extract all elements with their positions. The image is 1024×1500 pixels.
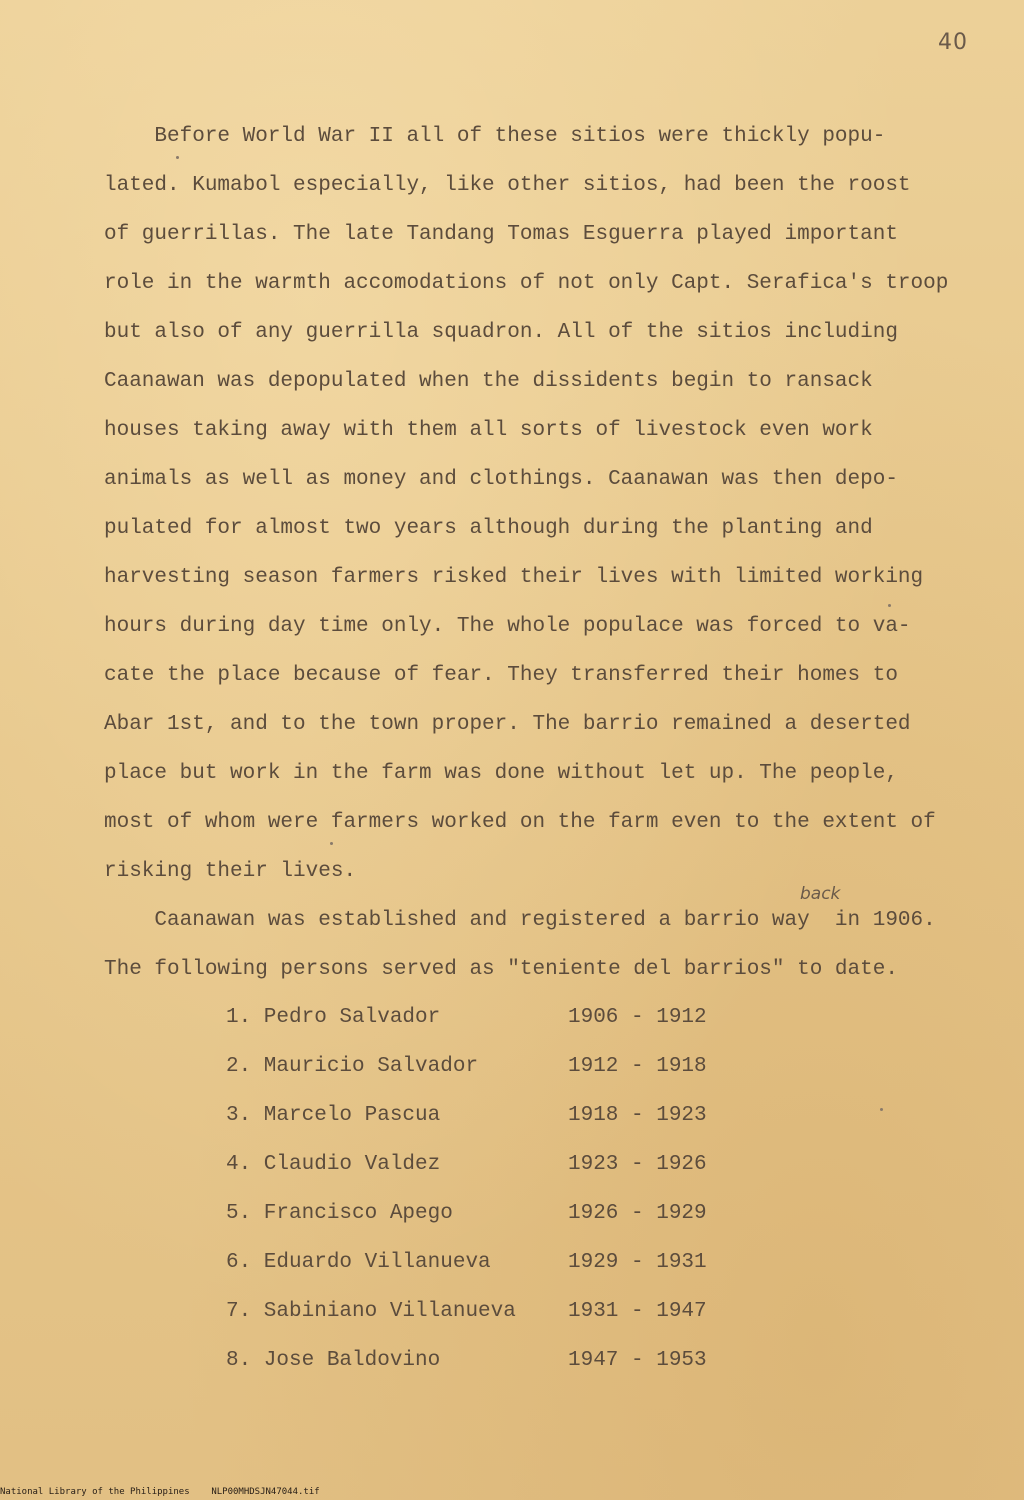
page-number: 40	[938, 30, 968, 55]
paragraph-line: of guerrillas. The late Tandang Tomas Esguerra played important	[104, 223, 898, 246]
body-text	[104, 112, 949, 994]
list-item	[226, 1098, 786, 1147]
paragraph-line: animals as well as money and clothings. Caanawan was then depo-	[104, 468, 898, 491]
list-item	[226, 1147, 786, 1196]
paragraph-line: place but work in the farm was done without let up. The people,	[104, 762, 898, 785]
paragraph-line: The following persons served as "teniente del barrios" to date.	[104, 958, 898, 981]
paragraph-line: hours during day time only. The whole populace was forced to va-	[104, 615, 911, 638]
paragraph-line: lated. Kumabol especially, like other sitios, had been the roost	[104, 174, 911, 197]
paragraph-line: cate the place because of fear. They transferred their homes to	[104, 664, 898, 687]
teniente-name: 3. Marcelo Pascua	[226, 1104, 441, 1127]
teniente-list	[226, 1000, 786, 1392]
teniente-years: 1906 - 1912	[568, 1006, 707, 1029]
paragraph-line: risking their lives.	[104, 860, 357, 883]
teniente-name: 4. Claudio Valdez	[226, 1153, 441, 1176]
teniente-years: 1926 - 1929	[568, 1202, 707, 1225]
teniente-years: 1923 - 1926	[568, 1153, 707, 1176]
teniente-years: 1918 - 1923	[568, 1104, 707, 1127]
teniente-name: 5. Francisco Apego	[226, 1202, 453, 1225]
paper-speck	[176, 156, 179, 159]
paragraph-line: but also of any guerrilla squadron. All of the sitios including	[104, 321, 898, 344]
teniente-name: 8. Jose Baldovino	[226, 1349, 441, 1372]
paragraph-line: houses taking away with them all sorts of livestock even work	[104, 419, 873, 442]
paragraph-line: pulated for almost two years although during the planting and	[104, 517, 873, 540]
paragraph-line: Caanawan was established and registered a barrio way in 1906.	[104, 909, 936, 932]
teniente-name: 6. Eduardo Villanueva	[226, 1251, 491, 1274]
paper-speck	[888, 604, 891, 607]
paragraph-line: harvesting season farmers risked their lives with limited working	[104, 566, 924, 589]
teniente-years: 1912 - 1918	[568, 1055, 707, 1078]
paper-speck	[330, 842, 333, 845]
teniente-name: 2. Mauricio Salvador	[226, 1055, 479, 1078]
paper-speck	[880, 1108, 883, 1111]
handwritten-insertion: back	[800, 884, 841, 904]
teniente-years: 1931 - 1947	[568, 1300, 707, 1323]
paragraph-line: Caanawan was depopulated when the dissidents begin to ransack	[104, 370, 873, 393]
list-item	[226, 1245, 786, 1294]
paragraph-line: role in the warmth accomodations of not only Capt. Serafica's troop	[104, 272, 949, 295]
teniente-years: 1929 - 1931	[568, 1251, 707, 1274]
paragraph-line: Before World War II all of these sitios were thickly popu-	[104, 125, 886, 148]
list-item	[226, 1049, 786, 1098]
teniente-name: 7. Sabiniano Villanueva	[226, 1300, 516, 1323]
list-item	[226, 1196, 786, 1245]
list-item	[226, 1343, 786, 1392]
teniente-name: 1. Pedro Salvador	[226, 1006, 441, 1029]
list-item	[226, 1000, 786, 1049]
teniente-years: 1947 - 1953	[568, 1349, 707, 1372]
archive-footer: National Library of the Philippines NLP00MHDSJN47044.tif	[0, 1487, 320, 1497]
list-item	[226, 1294, 786, 1343]
paragraph-line: most of whom were farmers worked on the farm even to the extent of	[104, 811, 936, 834]
paragraph-line: Abar 1st, and to the town proper. The barrio remained a deserted	[104, 713, 911, 736]
